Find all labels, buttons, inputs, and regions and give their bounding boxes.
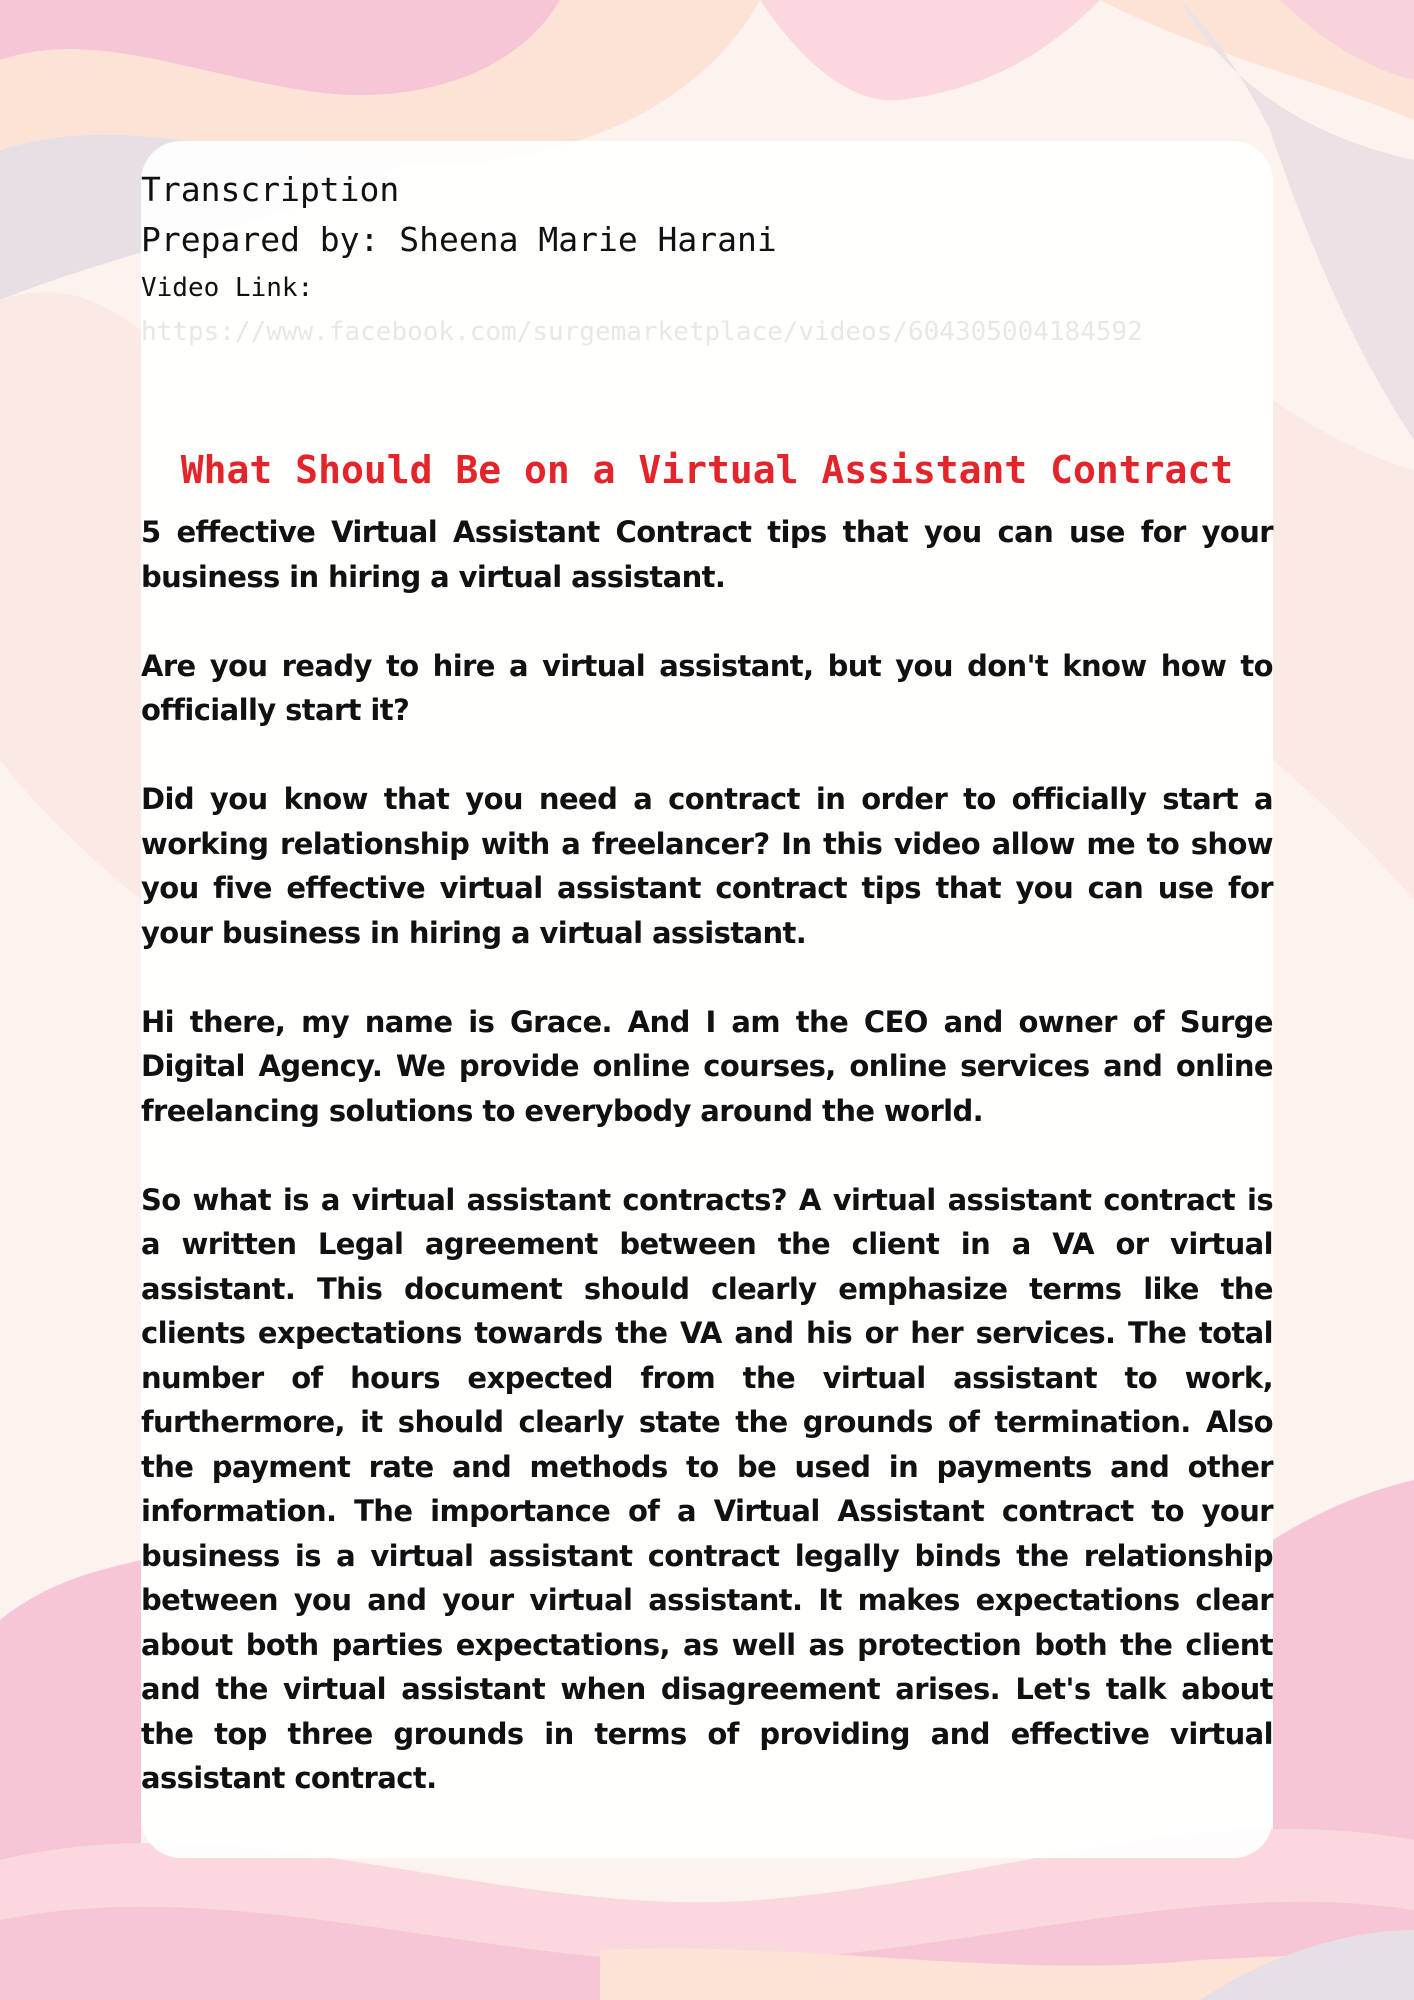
paragraph: So what is a virtual assistant contracts? A virtual assistant contract is a written Legal agreement between the client in a VA or virtual assistant. This document should clearly emphasize terms like the clients expectations towards the VA and his or her services. The total number of hours expected from the virtual assistant to work, furthermore, it should clearly state the grounds of termination. Also the payment rate and methods to be used in payments and other information. The importance of a Virtual Assistant contract to your business is a virtual assistant contract legally binds the relationship between you and your virtual assistant. It makes expectations clear about both parties expectations, as well as protection both the client and the virtual assistant when disagreement arises. Let's talk about the top three grounds in terms of providing and effective virtual assistant contract. bbox=[141, 1182, 1273, 1795]
document-content bbox=[141, 166, 1273, 1795]
paragraph: Are you ready to hire a virtual assistant, but you don't know how to officially start it? bbox=[141, 648, 1273, 727]
document-header bbox=[141, 166, 1273, 354]
paragraph: Did you know that you need a contract in order to officially start a working relationship with a freelancer? In this video allow me to show you five effective virtual assistant contract tips that you can use for your business in hiring a virtual assistant. bbox=[141, 782, 1273, 950]
header-title: Transcription bbox=[141, 170, 400, 209]
paragraph: 5 effective Virtual Assistant Contract tips that you can use for your business in hiring a virtual assistant. bbox=[141, 515, 1273, 594]
document-title: What Should Be on a Virtual Assistant Contract bbox=[180, 448, 1234, 492]
paragraph: Hi there, my name is Grace. And I am the CEO and owner of Surge Digital Agency. We provide online courses, online services and online freelancing solutions to everybody around the world. bbox=[141, 1004, 1273, 1128]
video-link-label: Video Link: bbox=[141, 273, 314, 303]
prepared-by: Prepared by: Sheena Marie Harani bbox=[141, 220, 777, 259]
document-body bbox=[141, 510, 1273, 1801]
video-link-url[interactable]: https://www.facebook.com/surgemarketplace/videos/604305004184592 bbox=[141, 317, 1143, 347]
